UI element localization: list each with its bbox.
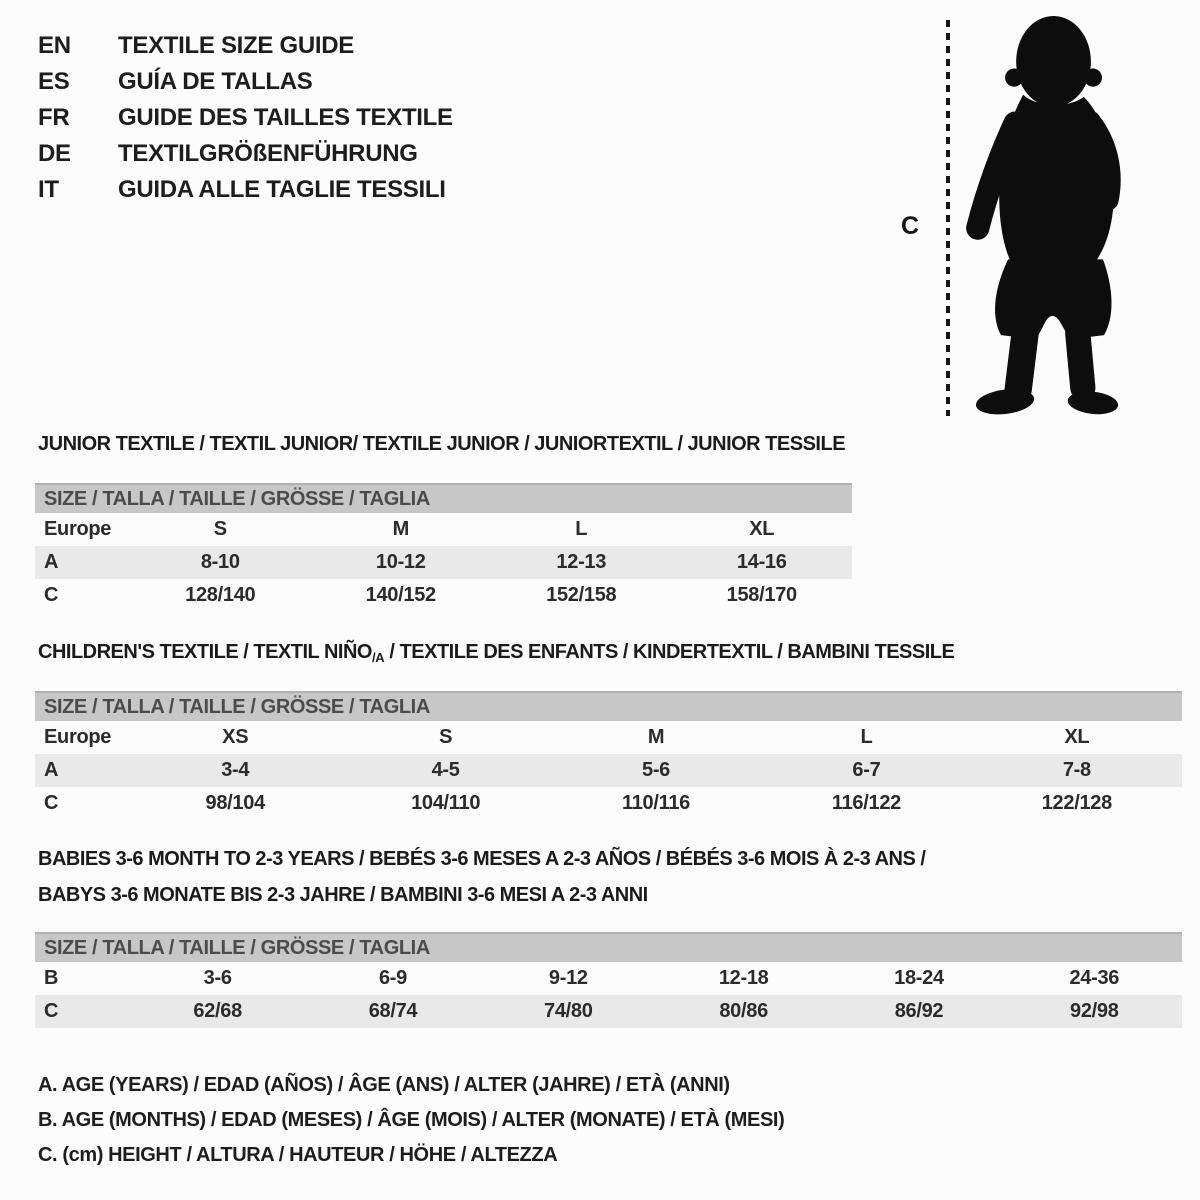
language-row-it (38, 172, 453, 208)
language-code: FR (38, 104, 70, 131)
legend-line-a: A. AGE (YEARS) / EDAD (AÑOS) / ÂGE (ANS) / ALTER (JAHRE) / ETÀ (ANNI) (38, 1074, 730, 1096)
row-label: Europe (44, 726, 112, 748)
row-label: B (44, 967, 59, 989)
size-cell: 3-4 (221, 759, 250, 781)
language-row-en (38, 28, 453, 64)
size-cell: 18-24 (894, 967, 944, 989)
size-cell: 7-8 (1062, 759, 1091, 781)
row-label: A (44, 759, 59, 781)
size-cell: 128/140 (185, 584, 256, 606)
size-cell: 5-6 (642, 759, 671, 781)
size-cell: 122/128 (1041, 792, 1112, 814)
size-cell: 92/98 (1070, 1000, 1119, 1022)
children-title-sub: /A (371, 650, 385, 665)
size-cell: 12-18 (718, 967, 769, 989)
table-row-c (35, 995, 1182, 1028)
table-row-europe (35, 513, 852, 546)
size-cell: 152/158 (546, 584, 617, 606)
row-label: C (44, 584, 59, 606)
language-code: IT (38, 176, 59, 203)
height-marker-label: C (901, 212, 920, 240)
table-row-europe (35, 721, 1182, 754)
row-label: Europe (44, 518, 112, 540)
size-cell: 116/122 (831, 792, 901, 814)
size-cell: 86/92 (894, 1000, 944, 1022)
children-title-part1: CHILDREN'S TEXTILE / TEXTIL NIÑO (38, 641, 372, 663)
language-code: EN (38, 32, 71, 59)
row-label: A (44, 551, 59, 573)
size-cell: 98/104 (205, 792, 265, 814)
language-row-de (38, 136, 453, 172)
size-cell: 10-12 (375, 551, 426, 573)
children-size-table (35, 691, 1182, 820)
size-cell: XS (222, 726, 249, 748)
size-header-bar (35, 691, 1182, 721)
size-cell: S (213, 518, 227, 540)
size-cell: 9-12 (548, 967, 588, 989)
size-cell: 68/74 (368, 1000, 418, 1022)
language-title-list (38, 28, 453, 208)
size-header-label: SIZE / TALLA / TAILLE / GRÖSSE / TAGLIA (44, 695, 430, 718)
language-title: GUIDE DES TAILLES TEXTILE (118, 104, 453, 131)
size-cell: 62/68 (193, 1000, 242, 1022)
size-cell: 24-36 (1069, 967, 1120, 989)
language-code: DE (38, 140, 71, 167)
table-row-b (35, 962, 1182, 995)
size-cell: 4-5 (431, 759, 460, 781)
legend (38, 1068, 784, 1173)
row-label: C (44, 792, 59, 814)
junior-section-title: JUNIOR TEXTILE / TEXTIL JUNIOR/ TEXTILE JUNIOR / JUNIORTEXTIL / JUNIOR TESSILE (38, 433, 846, 455)
size-cell: 140/152 (365, 584, 436, 606)
junior-size-table (35, 483, 852, 612)
size-cell: M (392, 518, 409, 540)
size-cell: L (575, 518, 588, 540)
size-cell: S (439, 726, 453, 748)
size-header-bar (35, 483, 852, 513)
language-row-fr (38, 100, 453, 136)
size-cell: 110/116 (622, 792, 691, 814)
legend-line-b: B. AGE (MONTHS) / EDAD (MESES) / ÂGE (MOIS) / ALTER (MONATE) / ETÀ (MESI) (38, 1109, 785, 1131)
size-cell: 158/170 (726, 584, 797, 606)
size-cell: XL (1064, 726, 1090, 748)
language-title: TEXTILE SIZE GUIDE (118, 32, 354, 59)
row-label: C (44, 1000, 59, 1022)
size-header-bar (35, 932, 1182, 962)
size-cell: 80/86 (719, 1000, 768, 1022)
table-row-c (35, 787, 1182, 820)
size-cell: 12-13 (556, 551, 607, 573)
babies-section-title-line1: BABIES 3-6 MONTH TO 2-3 YEARS / BEBÉS 3-6 MESES A 2-3 AÑOS / BÉBÉS 3-6 MOIS À 2-3 ANS / (38, 848, 926, 870)
language-title: GUÍA DE TALLAS (118, 68, 313, 95)
table-row-c (35, 579, 852, 612)
size-header-label: SIZE / TALLA / TAILLE / GRÖSSE / TAGLIA (44, 936, 430, 959)
children-title-part2: / TEXTILE DES ENFANTS / KINDERTEXTIL / BAMBINI TESSILE (384, 641, 955, 663)
children-section-title (38, 641, 954, 665)
size-cell: 6-9 (378, 967, 407, 989)
size-cell: 74/80 (544, 1000, 593, 1022)
size-cell: 3-6 (203, 967, 232, 989)
size-cell: 104/110 (411, 792, 481, 814)
language-title: GUIDA ALLE TAGLIE TESSILI (118, 176, 446, 203)
height-measure-dashed-line (946, 20, 950, 416)
babies-section-title-line2: BABYS 3-6 MONATE BIS 2-3 JAHRE / BAMBINI 3-6 MESI A 2-3 ANNI (38, 884, 648, 906)
babies-size-table (35, 932, 1182, 1028)
language-title: TEXTILGRÖßENFÜHRUNG (118, 140, 418, 167)
table-row-a (35, 546, 852, 579)
toddler-silhouette-icon (960, 14, 1142, 418)
language-row-es (38, 64, 453, 100)
legend-line-c: C. (cm) HEIGHT / ALTURA / HAUTEUR / HÖHE / ALTEZZA (38, 1144, 558, 1166)
size-cell: 8-10 (200, 551, 240, 573)
size-cell: M (647, 726, 665, 748)
size-cell: L (860, 726, 873, 748)
size-cell: XL (749, 518, 775, 540)
size-header-label: SIZE / TALLA / TAILLE / GRÖSSE / TAGLIA (44, 487, 430, 510)
size-cell: 14-16 (736, 551, 787, 573)
table-row-a (35, 754, 1182, 787)
size-cell: 6-7 (852, 759, 881, 781)
language-code: ES (38, 68, 70, 95)
